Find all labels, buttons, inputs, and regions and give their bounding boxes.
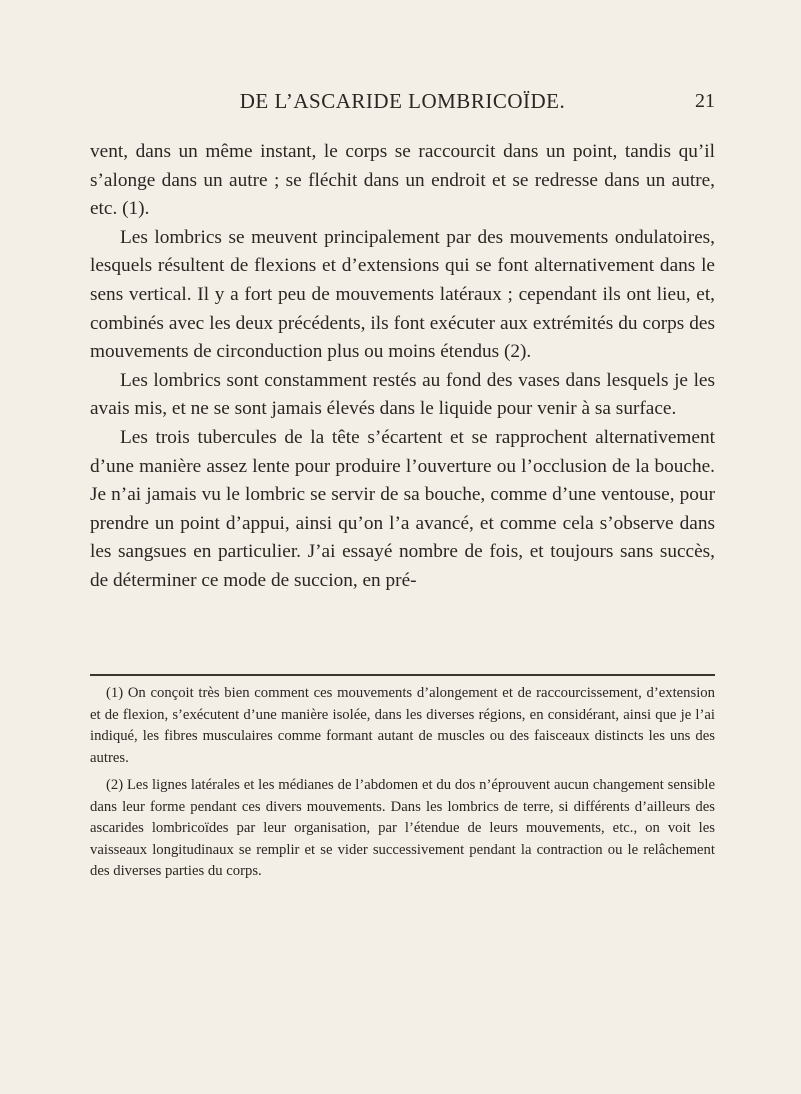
paragraph: Les trois tubercules de la tête s’écartent et se rapprochent alternativement d’une manière assez lente pour produire l’ouverture ou l’occlusion de la bouche. Je n’ai jamais vu le lombric se servir de sa bouche, comme d’une ventouse, pour prendre un point d’appui, ainsi qu’on l’a avancé, et comme cela s’observe dans les sangsues en particulier. J’ai essayé nombre de fois, et toujours sans succès, de déterminer ce mode de succion, en pré- — [90, 426, 715, 591]
page-number: 21 — [695, 90, 715, 112]
footnote: (1) On conçoit très bien comment ces mouvements d’alongement et de raccourcissement, d’extension et de flexion, s’exécutent d’une manière isolée, dans les diverses régions, en considérant, ainsi que je l’ai indiqué, les fibres musculaires comme formant autant de muscles ou des faisceaux distincts les uns des autres. — [90, 685, 715, 766]
footnote: (2) Les lignes latérales et les médianes de l’abdomen et du dos n’éprouvent aucun changement sensible dans leur forme pendant ces divers mouvements. Dans les lombrics de terre, si différents d’ailleurs des ascarides lombricoïdes par leur organisation, par l’étendue de leurs mouvements, etc., on voit les vaisseaux longitudinaux se remplir et se vider successivement pendant la contraction ou le relâchement des diverses parties du corps. — [90, 777, 715, 879]
footnote-divider — [90, 674, 715, 676]
running-head — [90, 84, 715, 118]
paragraph: Les lombrics se meuvent principalement par des mouvements ondulatoires, lesquels résultent de flexions et d’extensions qui se font alternativement dans le sens vertical. Il y a fort peu de mouvements latéraux ; cependant ils ont lieu, et, combinés avec les deux précédents, ils font exécuter aux extrémités du corps des mouvements de circonduction plus ou moins étendus (2). — [90, 226, 715, 363]
paragraph: Les lombrics sont constamment restés au fond des vases dans lesquels je les avais mis, et ne se sont jamais élevés dans le liquide pour venir à sa surface. — [90, 369, 715, 420]
running-title: DE L’ASCARIDE LOMBRICOÏDE. — [239, 89, 566, 113]
paragraph: vent, dans un même instant, le corps se raccourcit dans un point, tandis qu’il s’alonge dans un autre ; se fléchit dans un endroit et se redresse dans un autre, etc. (1). — [90, 141, 715, 220]
footnotes — [90, 683, 715, 883]
body-text — [90, 138, 715, 596]
